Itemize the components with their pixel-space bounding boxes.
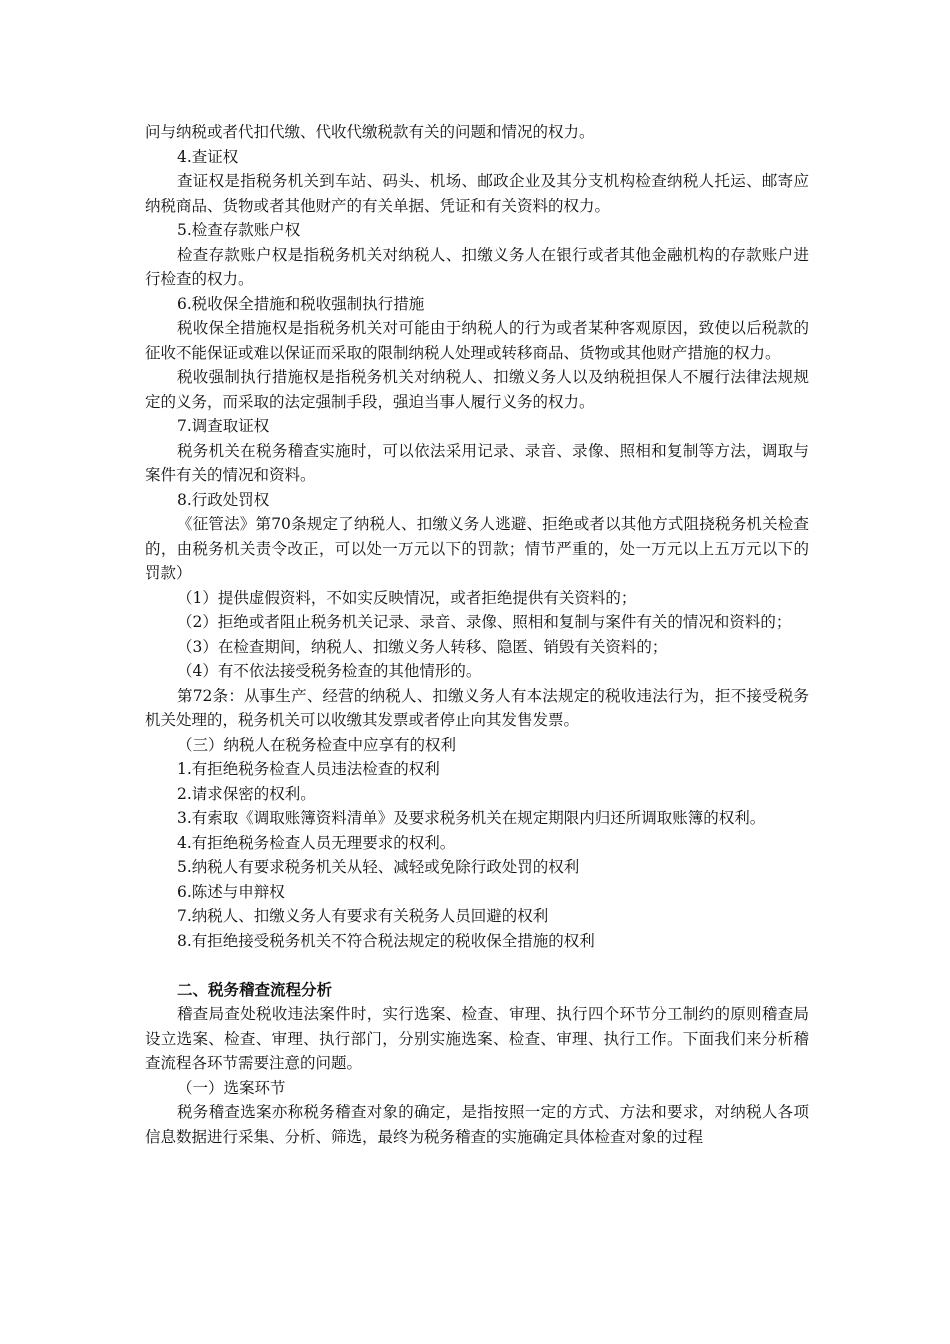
body-paragraph: 问与纳税或者代扣代缴、代收代缴税款有关的问题和情况的权力。: [145, 123, 595, 141]
body-paragraph: 稽查局查处税收违法案件时，实行选案、检查、审理、执行四个环节分工制约的原则稽查局设立选案、检查、审理、执行部门，分别实施选案、检查、审理、执行工作。下面我们来分析稽查流程各环节需要注意的问题。: [145, 1005, 809, 1072]
document-body: [145, 120, 809, 1149]
body-paragraph: 税务机关在税务稽查实施时，可以依法采用记录、录音、录像、照相和复制等方法，调取与案件有关的情况和资料。: [145, 441, 809, 484]
body-paragraph: 6.陈述与申辩权: [177, 882, 285, 901]
body-paragraph: 8.有拒绝接受税务机关不符合税法规定的税收保全措施的权利: [177, 931, 595, 950]
body-paragraph: 8.行政处罚权: [177, 490, 270, 509]
body-paragraph: 税收保全措施权是指税务机关对可能由于纳税人的行为或者某种客观原因，致使以后税款的征收不能保证或难以保证而采取的限制纳税人处理或转移商品、货物或其他财产措施的权力。: [145, 319, 809, 362]
body-paragraph: （3）在检查期间，纳税人、扣缴义务人转移、隐匿、销毁有关资料的；: [177, 637, 668, 656]
body-paragraph: 查证权是指税务机关到车站、码头、机场、邮政企业及其分支机构检查纳税人托运、邮寄应纳税商品、货物或者其他财产的有关单据、凭证和有关资料的权力。: [145, 172, 809, 215]
body-paragraph: 第72条：从事生产、经营的纳税人、扣缴义务人有本法规定的税收违法行为，拒不接受税务机关处理的，税务机关可以收缴其发票或者停止向其发售发票。: [145, 686, 809, 729]
blank-line: [145, 953, 809, 978]
body-paragraph: （1）提供虚假资料，不如实反映情况，或者拒绝提供有关资料的；: [177, 588, 637, 607]
body-paragraph: 2.请求保密的权利。: [177, 784, 316, 803]
body-paragraph: 5.检查存款账户权: [177, 221, 301, 239]
body-paragraph: 4.有拒绝税务检查人员无理要求的权利。: [177, 833, 456, 852]
body-paragraph: （4）有不依法接受税务检查的其他情形的。: [177, 662, 482, 680]
body-paragraph: （三）纳税人在税务检查中应享有的权利: [177, 735, 457, 754]
body-paragraph: 6.税收保全措施和税收强制执行措施: [177, 294, 425, 313]
body-paragraph: 税务稽查选案亦称税务稽查对象的确定，是指按照一定的方式、方法和要求，对纳税人各项信息数据进行采集、分析、筛选，最终为税务稽查的实施确定具体检查对象的过程: [145, 1103, 809, 1146]
body-paragraph: 1.有拒绝税务检查人员违法检查的权利: [177, 760, 440, 778]
body-paragraph: 税收强制执行措施权是指税务机关对纳税人、扣缴义务人以及纳税担保人不履行法律法规规定的义务，而采取的法定强制手段，强迫当事人履行义务的权力。: [145, 368, 809, 411]
body-paragraph: （一）选案环节: [177, 1078, 286, 1097]
body-paragraph: 4.查证权: [177, 147, 239, 166]
body-paragraph: 5.纳税人有要求税务机关从轻、减轻或免除行政处罚的权利: [177, 858, 580, 876]
body-paragraph: （2）拒绝或者阻止税务机关记录、录音、录像、照相和复制与案件有关的情况和资料的；: [177, 613, 792, 631]
body-paragraph: 7.纳税人、扣缴义务人有要求有关税务人员回避的权利: [177, 907, 549, 925]
body-paragraph: 《征管法》第70条规定了纳税人、扣缴义务人逃避、拒绝或者以其他方式阻挠税务机关检查的，由税务机关责令改正，可以处一万元以下的罚款；情节严重的，处一万元以上五万元以下的罚款）: [145, 515, 809, 582]
body-paragraph: 7.调查取证权: [177, 417, 270, 435]
section-heading: 二、税务稽查流程分析: [177, 979, 333, 999]
body-paragraph: 检查存款账户权是指税务机关对纳税人、扣缴义务人在银行或者其他金融机构的存款账户进行检查的权力。: [145, 245, 809, 288]
body-paragraph: 3.有索取《调取账簿资料清单》及要求税务机关在规定期限内归还所调取账簿的权利。: [177, 809, 766, 827]
